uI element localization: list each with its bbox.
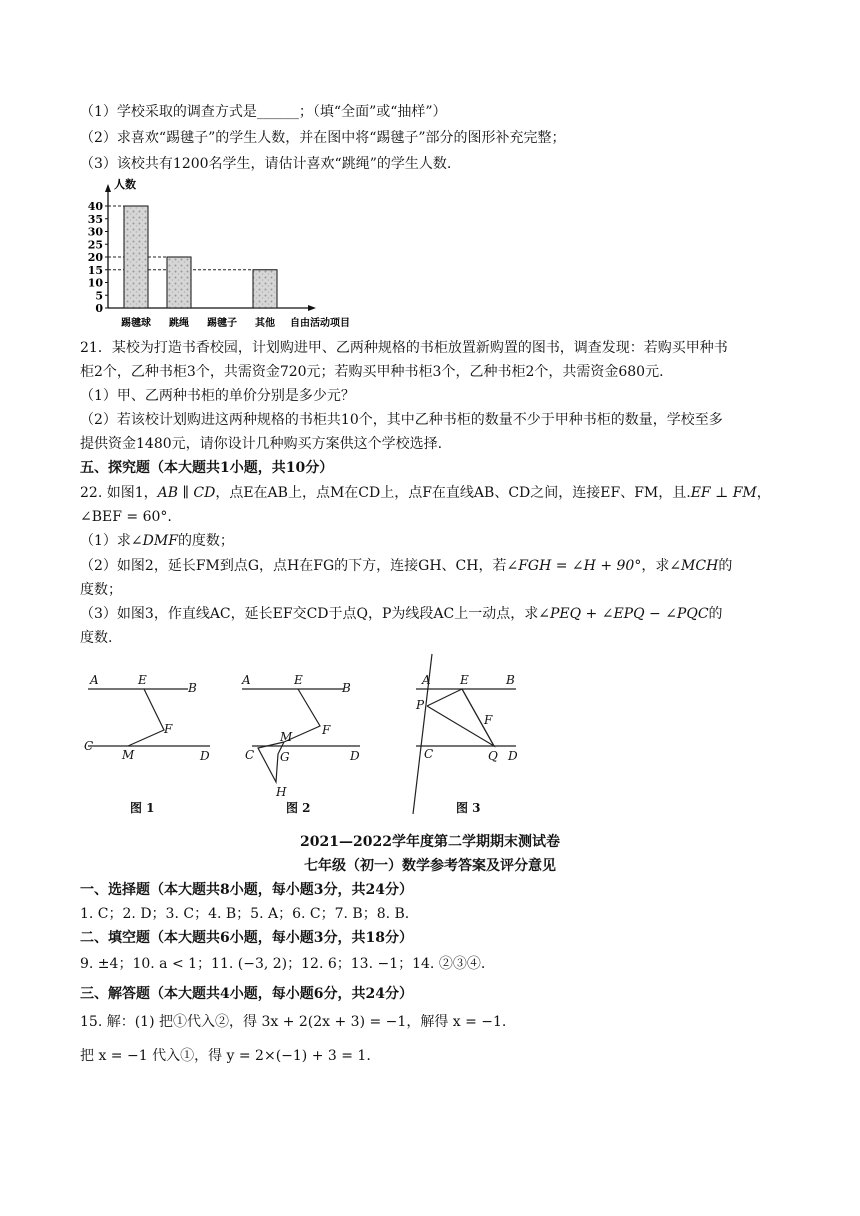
q22-part3-expr: ∠PEQ + ∠EPQ − ∠PQC [538,606,709,622]
chart-category-label: 踢毽球 [121,318,151,329]
chart-y-tick-label: 0 [95,302,103,315]
q22-part3-text: （3）如图3，作直线AC，延长EF交CD于点Q，P为线段AC上一动点，求 [80,606,539,622]
chart-y-tick-label: 40 [87,200,103,213]
chart-x-axis-title: 自由活动项目 [290,318,350,329]
fig3-label-e: E [460,673,469,687]
fig3-label-b: B [506,673,515,687]
chart-y-tick-label: 10 [87,276,103,290]
bar-chart [84,174,384,334]
chart-y-tick-label: 25 [87,238,103,252]
chart-y-axis-title: 人数 [114,178,136,191]
fig1-label-e: E [138,673,147,687]
fig3-label-q: Q [488,749,498,763]
fig2-label-e: E [294,673,303,687]
chart-bar [253,270,277,308]
fig2-label-c: C [245,748,255,762]
q22-part3-tail: 的 [708,606,723,622]
chart-category-label: 跳绳 [169,318,189,329]
fig2-label-d: D [350,749,360,763]
fig2-label-m: M [280,730,293,744]
q22-part1-angle: ∠DMF [130,533,178,549]
q22-part3-line2: 度数. [80,630,113,646]
chart-bar [167,257,191,308]
q22-text-b: ，点E在AB上，点M在CD上，点F在直线AB、CD之间，连接EF、FM，且. [215,485,691,501]
q21-part2-line1: （2）若该校计划购进这两种规格的书柜共10个，其中乙种书柜的数量不少于甲种书柜的数量，学校至多 [80,412,723,428]
fig2-caption: 图 2 [286,801,311,815]
answers-choice: 1. C；2. D；3. C；4. B；5. A；6. C；7. B；8. B. [80,906,410,922]
fig2-label-a: A [242,673,251,687]
chart-y-tick-label: 30 [87,225,103,239]
q20-part3: （3）该校共有1200名学生，请估计喜欢“跳绳”的学生人数. [80,156,452,172]
q22-part2-line1 [80,556,732,576]
q21-line1: 21．某校为打造书香校园，计划购进甲、乙两种规格的书柜放置新购置的图书，调查发现：若购买甲种书 [80,340,728,356]
geometry-figures [70,650,570,830]
q22-part2-ask: ，求 [641,558,670,574]
q22-math-parallel: AB ∥ CD [157,485,216,501]
fig3-label-c: C [424,747,434,761]
fig1-caption: 图 1 [130,801,155,815]
q22-part1 [80,531,234,551]
q21-part2-line2: 提供资金1480元，请你设计几种购买方案供这个学校选择. [80,436,443,452]
chart-y-tick-label: 20 [87,251,103,264]
q20-part1: （1）学校采取的调查方式是______；（填“全面”或“抽样”） [80,104,447,120]
q21-part1: （1）甲、乙两种书柜的单价分别是多少元？ [80,388,355,404]
answers-section-1: 一、选择题（本大题共8小题，每小题3分，共24分） [80,882,413,898]
answers-q15-line1: 15. 解：(1) 把①代入②，得 3x + 2(2x + 3) = −1，解得 x = −1. [80,1014,507,1030]
answers-title: 2021—2022学年度第二学期期末测试卷 [300,834,560,850]
q22-math-perp: EF ⊥ FM [690,485,757,501]
q21-line2: 柜2个，乙种书柜3个，共需资金720元；若购买甲种书柜3个，乙种书柜2个，共需资金680元. [80,364,664,380]
chart-y-arrow [105,184,111,192]
q22-part2-tail: 的 [718,558,733,574]
answers-q15-line2: 把 x = −1 代入①，得 y = 2×(−1) + 3 = 1. [80,1048,371,1064]
q22-part2-text: （2）如图2，延长FM到点G，点H在FG的下方，连接GH、CH，若 [80,558,507,574]
q22-text-c: ， [756,485,771,501]
fig1-label-a: A [90,673,99,687]
q20-part2: （2）求喜欢“踢毽子”的学生人数，并在图中将“踢毽子”部分的图形补充完整； [80,130,566,146]
chart-y-tick-label: 5 [95,289,103,303]
fig2-label-b: B [342,681,351,695]
fig3-label-d: D [508,749,518,763]
answers-section-2: 二、填空题（本大题共6小题，每小题3分，共18分） [80,930,413,946]
q22-text-a: 22. 如图1， [80,485,158,501]
fig2-label-h: H [276,785,287,799]
fig2-label-g: G [280,750,290,764]
fig3-label-f: F [484,713,493,727]
chart-category-label: 其他 [255,318,275,329]
fig3-caption: 图 3 [456,801,481,815]
q22-line2: ∠BEF = 60°. [80,509,172,525]
fig1-label-f: F [164,722,173,736]
chart-category-label: 踢毽子 [207,318,237,329]
chart-y-tick-label: 35 [87,212,103,226]
q22-part2-condition: ∠FGH = ∠H + 90° [506,558,642,574]
fig1-label-c: C [84,739,94,753]
answers-section-3: 三、解答题（本大题共4小题，每小题6分，共24分） [80,986,413,1002]
fig1-label-d: D [200,749,210,763]
q22-part2-angle: ∠MCH [669,558,719,574]
fig1-path-efm [128,689,164,746]
fig2-label-f: F [322,723,331,737]
answers-subtitle: 七年级（初一）数学参考答案及评分意见 [304,858,556,874]
q22-part1-tail: 的度数； [177,533,234,549]
fig3-label-p: P [416,698,425,712]
chart-x-arrow [308,305,316,311]
q22-part3-line1 [80,604,723,624]
chart-bar [124,206,148,308]
answers-fill: 9. ±4；10. a < 1；11. (−3, 2)；12. 6；13. −1；14. ②③④. [80,956,486,972]
chart-y-tick-label: 15 [87,263,103,277]
fig1-label-b: B [188,681,197,695]
q22-part2-line2: 度数； [80,582,122,598]
section-5-heading: 五、探究题（本大题共1小题，共10分） [80,460,334,476]
q22-part1-text: （1）求 [80,533,131,549]
q22-line1 [80,483,771,503]
fig3-label-a: A [422,673,431,687]
fig1-label-m: M [122,748,135,762]
